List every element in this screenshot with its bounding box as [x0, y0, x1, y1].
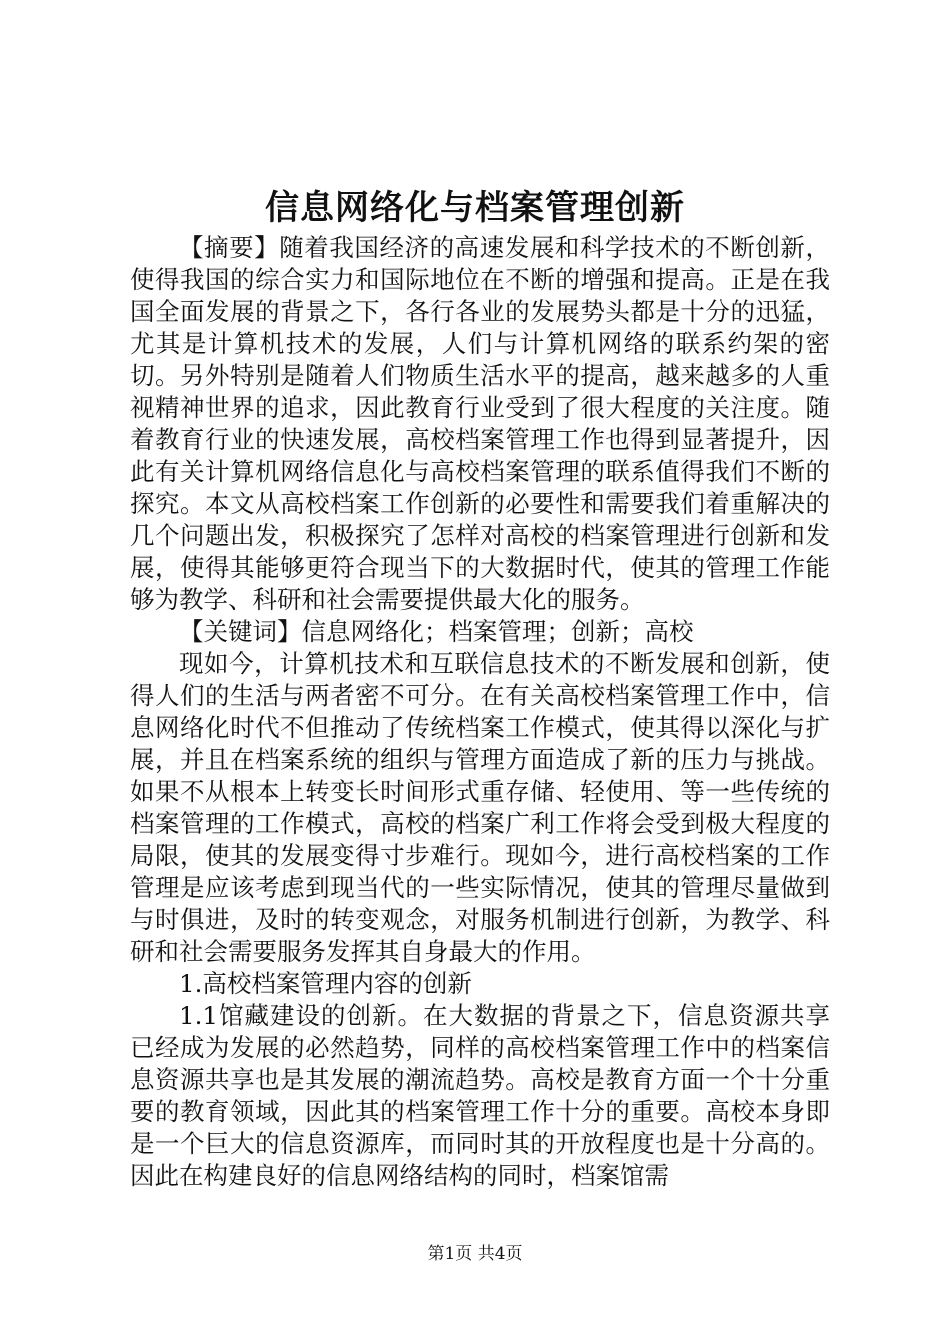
abstract-paragraph: 【摘要】随着我国经济的高速发展和科学技术的不断创新，使得我国的综合实力和国际地位在不断的增强和提高。正是在我国全面发展的背景之下，各行各业的发展势头都是十分的迅猛，尤其是计算机技术的发展，人们与计算机网络的联系约架的密切。另外特别是随着人们物质生活水平的提高，越来越多的人重视精神世界的追求，因此教育行业受到了很大程度的关注度。随着教育行业的快速发展，高校档案管理工作也得到显著提升，因此有关计算机网络信息化与高校档案管理的联系值得我们不断的探究。本文从高校档案工作创新的必要性和需要我们着重解决的几个问题出发，积极探究了怎样对高校的档案管理进行创新和发展，使得其能够更符合现当下的大数据时代，使其的管理工作能够为教学、科研和社会需要提供最大化的服务。	[130, 233, 830, 614]
document-title: 信息网络化与档案管理创新	[265, 188, 685, 228]
page-footer: 第1页 共4页	[427, 1244, 523, 1264]
document-body	[130, 232, 830, 1192]
intro-paragraph: 现如今，计算机技术和互联信息技术的不断发展和创新，使得人们的生活与两者密不可分。在有关高校档案管理工作中，信息网络化时代不但推动了传统档案工作模式，使其得以深化与扩展，并且在档案系统的组织与管理方面造成了新的压力与挑战。如果不从根本上转变长时间形式重存储、轻使用、等一些传统的档案管理的工作模式，高校的档案广利工作将会受到极大程度的局限，使其的发展变得寸步难行。现如今，进行高校档案的工作管理是应该考虑到现当代的一些实际情况，使其的管理尽量做到与时俱进，及时的转变观念，对服务机制进行创新，为教学、科研和社会需要服务发挥其自身最大的作用。	[130, 649, 830, 966]
keywords-paragraph: 【关键词】信息网络化；档案管理；创新；高校	[179, 617, 694, 646]
section-heading: 1.高校档案管理内容的创新	[179, 969, 472, 998]
subsection-paragraph: 1.1馆藏建设的创新。在大数据的背景之下，信息资源共享已经成为发展的必然趋势，同样的高校档案管理工作中的档案信息资源共享也是其发展的潮流趋势。高校是教育方面一个十分重要的教育领域，因此其的档案管理工作十分的重要。高校本身即是一个巨大的信息资源库，而同时其的开放程度也是十分高的。因此在构建良好的信息网络结构的同时，档案馆需	[130, 1001, 830, 1190]
